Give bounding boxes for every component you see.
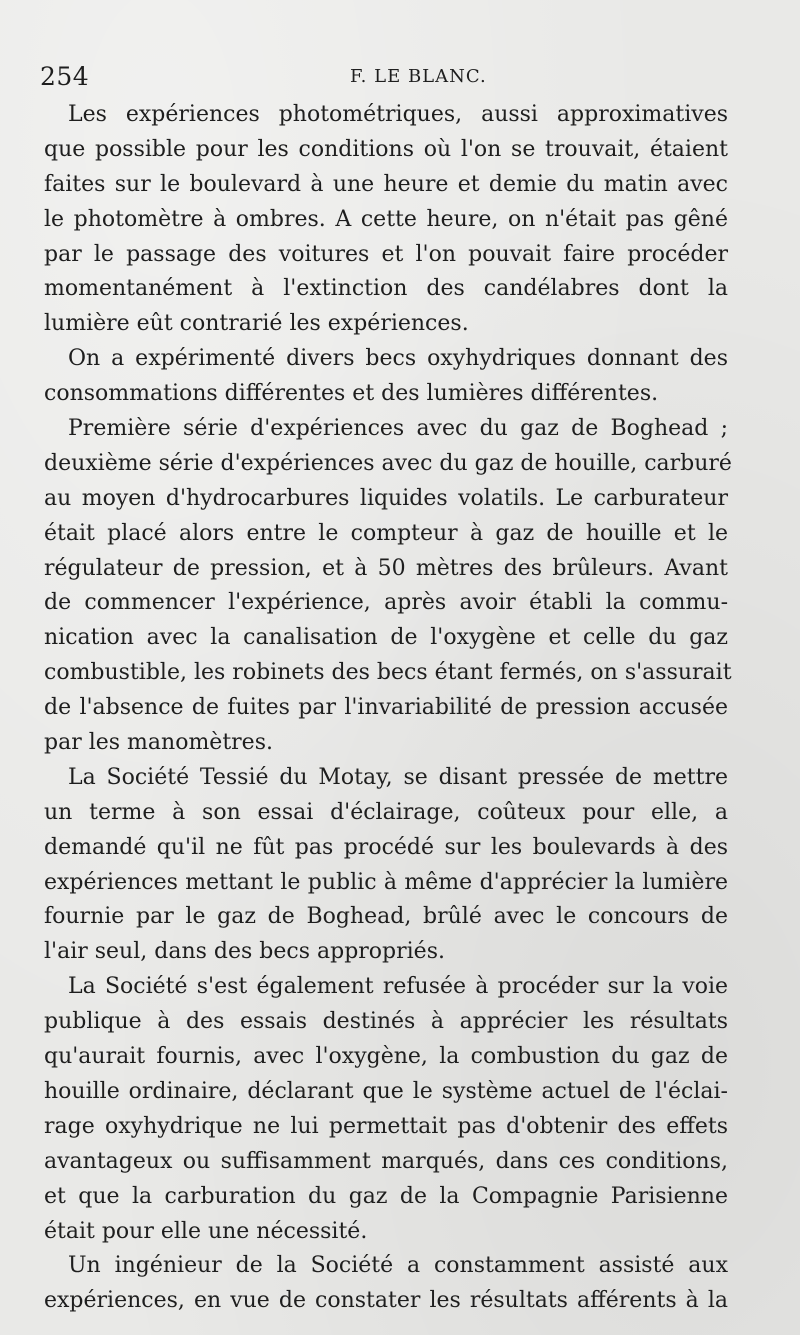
text-line: La Société Tessié du Motay, se disant pressée de mettre — [68, 764, 728, 790]
text-line: qu'aurait fournis, avec l'oxygène, la combustion du gaz de — [44, 1044, 728, 1070]
text-line: Première série d'expériences avec du gaz de Boghead ; — [68, 416, 728, 442]
text-line: par les manomètres. — [44, 730, 273, 756]
text-line: et que la carburation du gaz de la Compagnie Parisienne — [44, 1183, 728, 1209]
text-line: l'air seul, dans des becs appropriés. — [44, 939, 445, 965]
paragraph — [44, 412, 732, 761]
text-line: était placé alors entre le compteur à gaz de houille et le — [44, 520, 728, 546]
text-line: consommations différentes et des lumières différentes. — [44, 381, 659, 407]
text-line: le photomètre à ombres. A cette heure, on n'était pas gêné — [44, 206, 728, 232]
text-line: de commencer l'expérience, après avoir établi la commu- — [44, 590, 728, 616]
text-line: faites sur le boulevard à une heure et demie du matin avec — [44, 171, 728, 197]
text-line: momentanément à l'extinction des candélabres dont la — [44, 276, 728, 302]
text-line: expériences mettant le public à même d'apprécier la lumière — [44, 869, 728, 895]
text-line: publique à des essais destinés à apprécier les résultats — [44, 1009, 728, 1035]
page-number: 254 — [40, 62, 90, 91]
text-line: expériences, en vue de constater les résultats afférents à la — [44, 1288, 728, 1314]
paragraph — [44, 970, 728, 1249]
paragraph — [44, 761, 728, 970]
text-line: un terme à son essai d'éclairage, coûteux pour elle, a — [44, 799, 728, 825]
paragraph — [44, 342, 728, 412]
text-line: Les expériences photométriques, aussi approximatives — [68, 102, 728, 127]
text-line: par le passage des voitures et l'on pouvait faire procéder — [44, 241, 728, 267]
text-line: houille ordinaire, déclarant que le système actuel de l'éclai- — [44, 1078, 728, 1104]
text-line: fournie par le gaz de Boghead, brûlé avec le concours de — [44, 904, 728, 930]
page-header — [40, 62, 760, 98]
text-line: nication avec la canalisation de l'oxygène et celle du gaz — [44, 625, 728, 651]
paragraph — [44, 1249, 728, 1319]
paragraph — [44, 98, 728, 342]
text-line: Un ingénieur de la Société a constamment assisté aux — [68, 1253, 728, 1279]
text-line: avantageux ou suffisamment marqués, dans ces conditions, — [44, 1148, 728, 1174]
text-line: régulateur de pression, et à 50 mètres des brûleurs. Avant — [44, 555, 728, 581]
text-line: demandé qu'il ne fût pas procédé sur les boulevards à des — [44, 834, 728, 860]
running-head: F. LE BLANC. — [350, 66, 487, 87]
text-line: de l'absence de fuites par l'invariabilité de pression accusée — [44, 695, 728, 721]
text-line: On a expérimenté divers becs oxyhydriques donnant des — [68, 346, 728, 372]
text-line: combustible, les robinets des becs étant fermés, on s'assurait — [44, 660, 732, 686]
text-line: rage oxyhydrique ne lui permettait pas d'obtenir des effets — [44, 1113, 728, 1139]
text-line: que possible pour les conditions où l'on se trouvait, étaient — [44, 136, 728, 162]
text-line: lumière eût contrarié les expériences. — [44, 311, 469, 337]
text-line: était pour elle une nécessité. — [44, 1218, 368, 1244]
text-line: au moyen d'hydrocarbures liquides volatils. Le carburateur — [44, 485, 728, 511]
body-text — [44, 98, 732, 1319]
text-line: deuxième série d'expériences avec du gaz de houille, carburé — [44, 450, 732, 476]
text-line: La Société s'est également refusée à procéder sur la voie — [68, 974, 728, 1000]
